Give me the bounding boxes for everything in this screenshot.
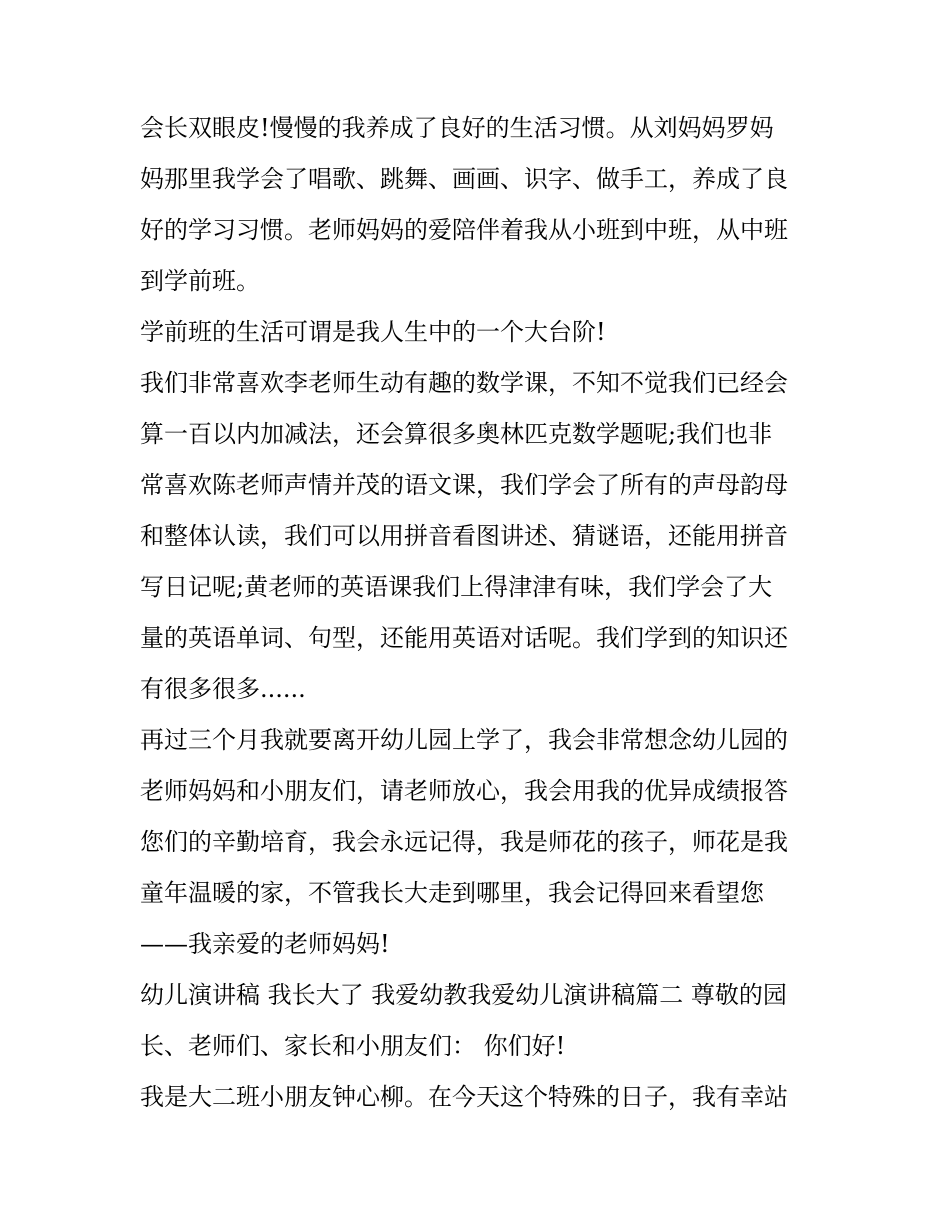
text-line: 常喜欢陈老师声情并茂的语文课，我们学会了所有的声母韵母	[140, 471, 788, 499]
text-line: 长、老师们、家长和小朋友们： 你们好!	[140, 1032, 566, 1060]
text-line: 您们的辛勤培育，我会永远记得，我是师花的孩子，师花是我	[140, 828, 788, 856]
text-line: 再过三个月我就要离开幼儿园上学了，我会非常想念幼儿园的	[140, 726, 788, 754]
text-line: 我们非常喜欢李老师生动有趣的数学课，不知不觉我们已经会	[140, 369, 788, 397]
text-line: 童年温暖的家，不管我长大走到哪里，我会记得回来看望您	[140, 879, 764, 907]
text-line: 幼儿演讲稿 我长大了 我爱幼教我爱幼儿演讲稿篇二 尊敬的园	[140, 981, 787, 1009]
text-line: 好的学习习惯。老师妈妈的爱陪伴着我从小班到中班，从中班	[140, 216, 788, 244]
text-line: 妈那里我学会了唱歌、跳舞、画画、识字、做手工，养成了良	[140, 165, 788, 193]
text-line: 算一百以内加减法，还会算很多奥林匹克数学题呢;我们也非	[140, 420, 773, 448]
text-line: ——我亲爱的老师妈妈!	[140, 930, 390, 958]
text-line: 老师妈妈和小朋友们，请老师放心，我会用我的优异成绩报答	[140, 777, 788, 805]
text-line: 学前班的生活可谓是我人生中的一个大台阶!	[140, 318, 606, 346]
text-line: 和整体认读，我们可以用拼音看图讲述、猜谜语，还能用拼音	[140, 522, 788, 550]
text-line: 量的英语单词、句型，还能用英语对话呢。我们学到的知识还	[140, 624, 788, 652]
text-line: 到学前班。	[140, 267, 260, 295]
text-line: 我是大二班小朋友钟心柳。在今天这个特殊的日子，我有幸站	[140, 1083, 788, 1111]
text-line: 有很多很多......	[140, 675, 306, 703]
text-line: 会长双眼皮!慢慢的我养成了良好的生活习惯。从刘妈妈罗妈	[140, 114, 774, 142]
text-line: 写日记呢;黄老师的英语课我们上得津津有味，我们学会了大	[140, 573, 773, 601]
